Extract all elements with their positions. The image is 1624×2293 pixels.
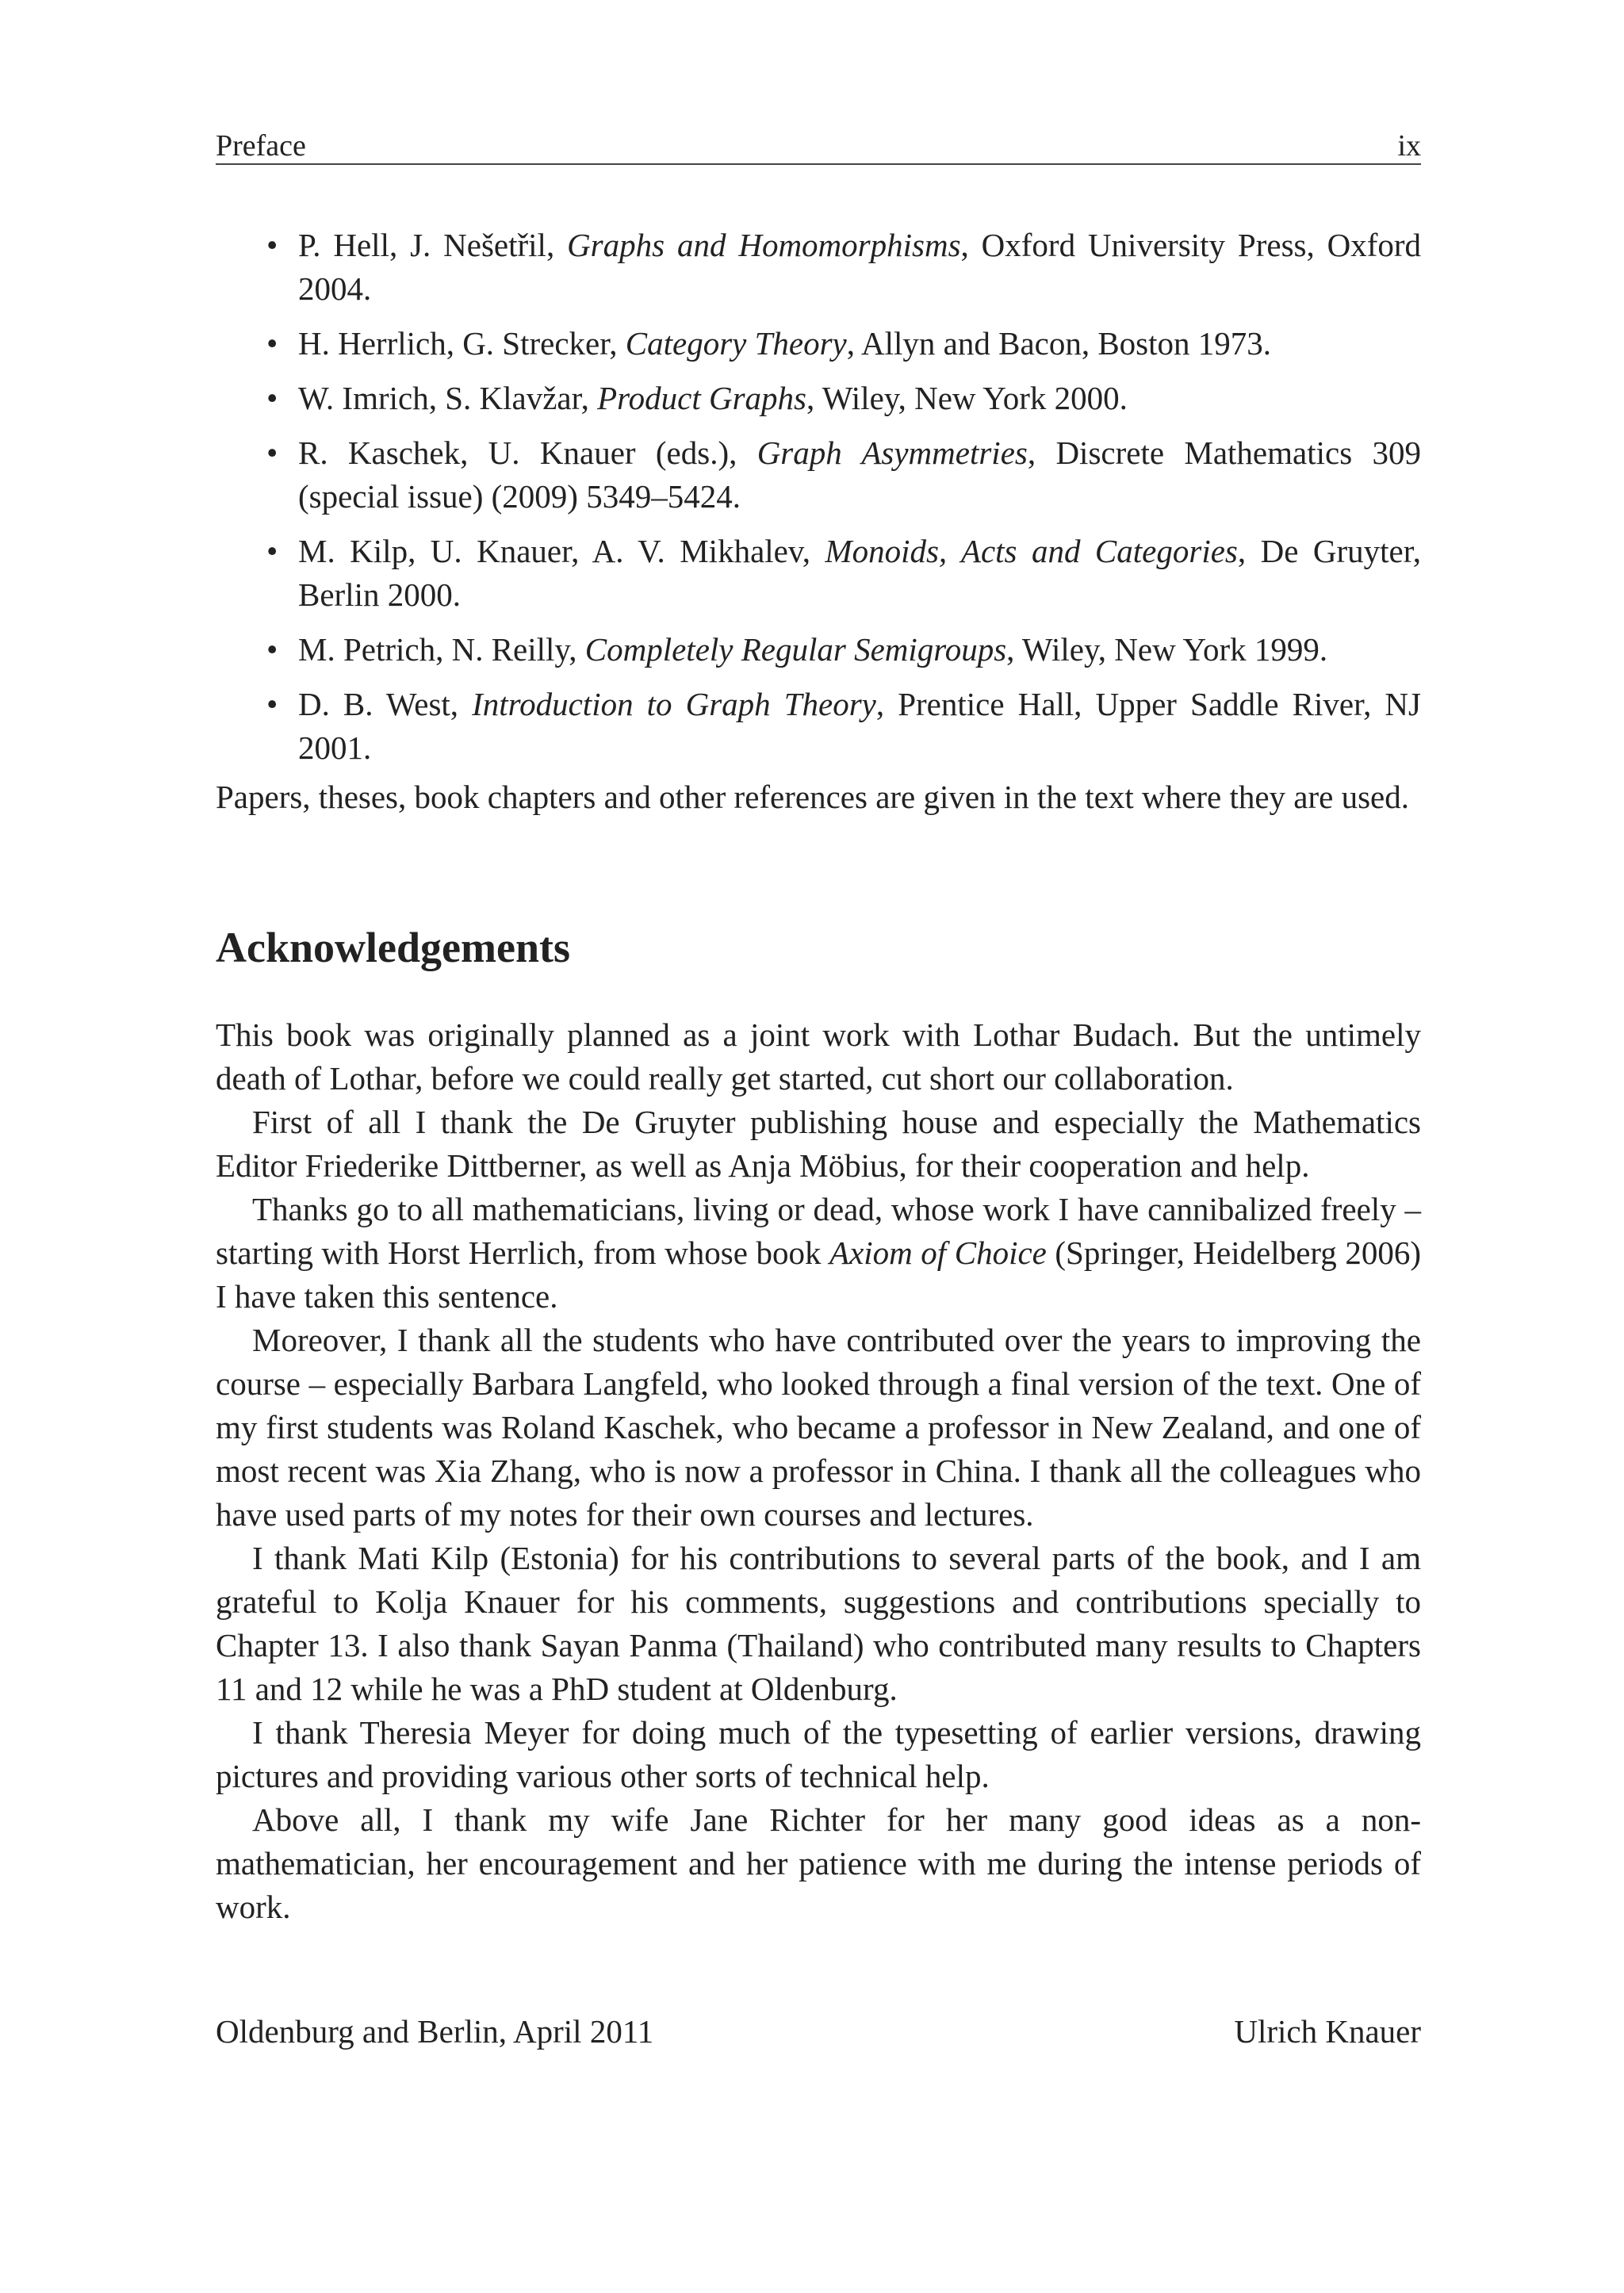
bullet-icon: • — [266, 533, 278, 569]
bullet-icon: • — [266, 686, 278, 722]
acknowledgements-body — [216, 1013, 1421, 1929]
paragraph: This book was originally planned as a joint work with Lothar Budach. But the untimely death of Lothar, before we could really get started, cut short our collaboration. — [216, 1016, 1421, 1097]
author-name: Ulrich Knauer — [1234, 2013, 1421, 2050]
bullet-icon: • — [266, 434, 278, 471]
paragraph: I thank Mati Kilp (Estonia) for his contributions to several parts of the book, and I am grateful to Kolja Knauer for his comments, suggestions and contributions specially to Chapter 13. I also thank Sayan Panma (Thailand) who contributed many results to Chapters 11 and 12 while he was a PhD student at Oldenburg. — [216, 1540, 1421, 1707]
reference-item: • M. Petrich, N. Reilly, Completely Regular Semigroups, Wiley, New York 1999. — [216, 628, 1421, 672]
reference-item: • M. Kilp, U. Knauer, A. V. Mikhalev, Monoids, Acts and Categories, De Gruyter, Berlin 2000. — [216, 530, 1421, 617]
header-title: Preface — [216, 129, 306, 163]
reference-title: Graph Asymmetries — [756, 434, 1028, 471]
paragraph: First of all I thank the De Gruyter publishing house and especially the Mathematics Editor Friederike Dittberner, as well as Anja Möbius, for their cooperation and help. — [216, 1104, 1421, 1184]
book-title: Axiom of Choice — [829, 1235, 1047, 1271]
reference-item: • P. Hell, J. Nešetřil, Graphs and Homomorphisms, Oxford University Press, Oxford 2004. — [216, 224, 1421, 311]
reference-title: Product Graphs — [597, 380, 806, 416]
paragraph: I thank Theresia Meyer for doing much of the typesetting of earlier versions, drawing pictures and providing various other sorts of technical help. — [216, 1714, 1421, 1794]
place-date: Oldenburg and Berlin, April 2011 — [216, 2013, 654, 2050]
reference-title: Completely Regular Semigroups — [584, 631, 1007, 668]
bullet-icon: • — [266, 631, 278, 668]
reference-title: Category Theory — [625, 325, 847, 362]
paragraph: Thanks go to all mathematicians, living or dead, whose work I have cannibalized freely – starting with Horst Herrlich, from whose book Axiom of Choice (Springer, Heidelberg 2006) I have taken this sentence. — [216, 1191, 1421, 1315]
bullet-icon: • — [266, 325, 278, 362]
paragraph: Above all, I thank my wife Jane Richter for her many good ideas as a non-mathematician, her encouragement and her patience with me during the intense periods of work. — [216, 1801, 1421, 1925]
bullet-icon: • — [266, 380, 278, 416]
reference-item: • R. Kaschek, U. Knauer (eds.), Graph Asymmetries, Discrete Mathematics 309 (special issue) (2009) 5349–5424. — [216, 431, 1421, 519]
running-header — [216, 119, 1421, 165]
bullet-icon: • — [266, 227, 278, 263]
reference-title: Monoids, Acts and Categories — [825, 533, 1238, 569]
section-heading: Acknowledgements — [216, 924, 570, 971]
reference-item: • W. Imrich, S. Klavžar, Product Graphs, Wiley, New York 2000. — [216, 377, 1421, 420]
references-note: Papers, theses, book chapters and other references are given in the text where they are used. — [216, 779, 1409, 815]
reference-title: Introduction to Graph Theory — [472, 686, 876, 722]
reference-item: • D. B. West, Introduction to Graph Theory, Prentice Hall, Upper Saddle River, NJ 2001. — [216, 683, 1421, 770]
reference-item: • H. Herrlich, G. Strecker, Category Theory, Allyn and Bacon, Boston 1973. — [216, 322, 1421, 366]
reference-list — [216, 224, 1421, 781]
paragraph: Moreover, I thank all the students who have contributed over the years to improving the course – especially Barbara Langfeld, who looked through a final version of the text. One of my first students was Roland Kaschek, who became a professor in New Zealand, and one of most recent was Xia Zhang, who is now a professor in China. I thank all the colleagues who have used parts of my notes for their own courses and lectures. — [216, 1322, 1421, 1533]
reference-title: Graphs and Homomorphisms — [567, 227, 961, 263]
page-number: ix — [1397, 129, 1421, 163]
